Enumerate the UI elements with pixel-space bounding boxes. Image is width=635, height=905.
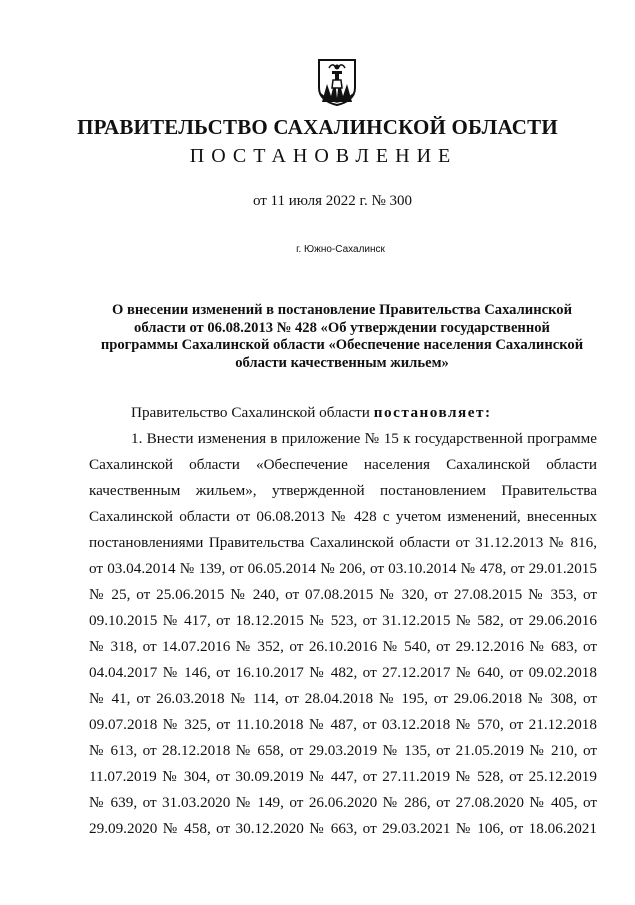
body-line: 09.10.2015 № 417, от 18.12.2015 № 523, от 31.12.2015 № 582, от 29.06.2016 <box>89 612 597 629</box>
document-date-number: от 11 июля 2022 г. № 300 <box>252 193 413 209</box>
body-line: 04.04.2017 № 146, от 16.10.2017 № 482, от 27.12.2017 № 640, от 09.02.2018 <box>89 664 597 681</box>
document-type-title: ПОСТАНОВЛЕНИЕ <box>189 145 458 167</box>
subject-line: области от 06.08.2013 № 428 «Об утверждении государственной <box>134 319 550 336</box>
body-line: № 639, от 31.03.2020 № 149, от 26.06.2020 № 286, от 27.08.2020 № 405, от <box>89 794 597 811</box>
body-line: от 03.04.2014 № 139, от 06.05.2014 № 206, от 03.10.2014 № 478, от 29.01.2015 <box>89 560 597 577</box>
organization-title: ПРАВИТЕЛЬСТВО САХАЛИНСКОЙ ОБЛАСТИ <box>77 115 558 139</box>
intro-text: Правительство Сахалинской области <box>131 404 370 421</box>
document-city: г. Южно-Сахалинск <box>296 244 385 255</box>
intro-emphasis: постановляет: <box>373 404 492 421</box>
subject-line: области качественным жильем» <box>235 354 449 371</box>
body-line: постановлениями Правительства Сахалинской области от 31.12.2013 № 816, <box>89 534 597 551</box>
coat-of-arms-icon <box>316 58 358 106</box>
body-line: № 41, от 26.03.2018 № 114, от 28.04.2018 № 195, от 29.06.2018 № 308, от <box>89 690 597 707</box>
body-line: 09.07.2018 № 325, от 11.10.2018 № 487, от 03.12.2018 № 570, от 21.12.2018 <box>89 716 597 733</box>
body-line: Сахалинской области от 06.08.2013 № 428 с учетом изменений, внесенных <box>89 508 597 525</box>
body-line: 1. Внести изменения в приложение № 15 к государственной программе <box>131 430 597 447</box>
subject-line: О внесении изменений в постановление Правительства Сахалинской <box>111 302 573 318</box>
body-line: № 613, от 28.12.2018 № 658, от 29.03.2019 № 135, от 21.05.2019 № 210, от <box>89 742 597 759</box>
intro-paragraph <box>131 400 597 426</box>
subject-line: программы Сахалинской области «Обеспечение населения Сахалинской <box>100 337 584 354</box>
body-line: 11.07.2019 № 304, от 30.09.2019 № 447, от 27.11.2019 № 528, от 25.12.2019 <box>89 768 597 785</box>
body-line: качественным жильем», утвержденной постановлением Правительства <box>89 482 597 499</box>
body-line: № 318, от 14.07.2016 № 352, от 26.10.2016 № 540, от 29.12.2016 № 683, от <box>89 638 597 655</box>
body-line: № 25, от 25.06.2015 № 240, от 07.08.2015 № 320, от 27.08.2015 № 353, от <box>89 586 597 603</box>
body-line: 29.09.2020 № 458, от 30.12.2020 № 663, от 29.03.2021 № 106, от 18.06.2021 <box>89 820 597 837</box>
document-subject <box>92 302 592 372</box>
body-line: Сахалинской области «Обеспечение населения Сахалинской области <box>89 456 597 473</box>
